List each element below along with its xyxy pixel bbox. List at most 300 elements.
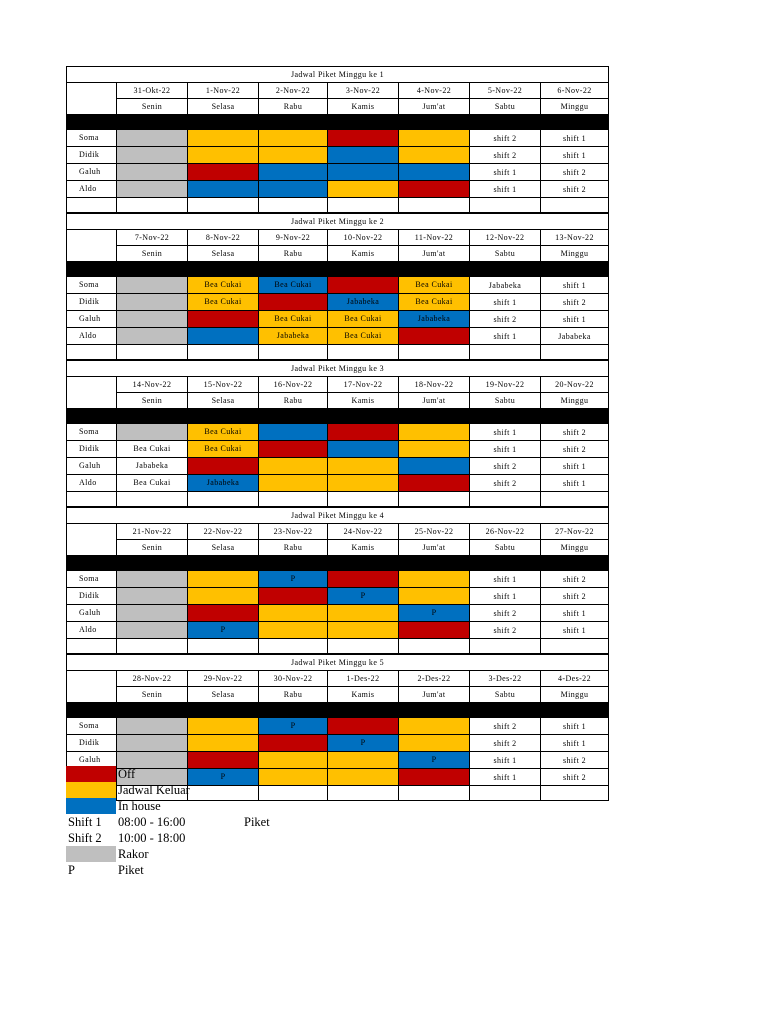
schedule-cell: Bea Cukai	[328, 328, 399, 345]
blank-cell	[259, 198, 328, 213]
table-row	[67, 718, 609, 735]
blank-cell	[117, 492, 188, 507]
blank-cell	[117, 198, 188, 213]
schedule-cell: shift 2	[541, 164, 609, 181]
corner-cell	[67, 524, 117, 556]
schedule-cell: P	[188, 622, 259, 639]
schedule-cell	[328, 181, 399, 198]
date-header: 3-Nov-22	[328, 83, 399, 99]
day-header: Kamis	[328, 687, 399, 703]
day-header: Jum'at	[399, 393, 470, 409]
schedule-cell	[188, 752, 259, 769]
schedule-cell: P	[328, 735, 399, 752]
schedule-cell: shift 1	[470, 752, 541, 769]
blank-cell	[470, 198, 541, 213]
date-header: 14-Nov-22	[117, 377, 188, 393]
date-header: 19-Nov-22	[470, 377, 541, 393]
schedule-cell	[399, 458, 470, 475]
week-title: Jadwal Piket Minggu ke 5	[67, 655, 609, 671]
schedule-cell	[328, 164, 399, 181]
schedule-cell	[188, 605, 259, 622]
date-header: 29-Nov-22	[188, 671, 259, 687]
schedule-cell	[117, 147, 188, 164]
schedule-cell	[117, 311, 188, 328]
schedule-cell	[117, 622, 188, 639]
schedule-cell: shift 1	[541, 311, 609, 328]
schedule-cell	[328, 605, 399, 622]
schedule-cell	[188, 328, 259, 345]
schedule-cell	[259, 441, 328, 458]
schedule-cell	[117, 328, 188, 345]
legend-shift2-key: Shift 2	[68, 831, 102, 845]
schedule-cell: Jababeka	[399, 311, 470, 328]
schedule-cell: shift 1	[541, 475, 609, 492]
day-header: Minggu	[541, 687, 609, 703]
day-header: Sabtu	[470, 393, 541, 409]
blank-cell	[541, 492, 609, 507]
week-title: Jadwal Piket Minggu ke 2	[67, 214, 609, 230]
blank-cell	[541, 198, 609, 213]
schedule-cell	[117, 718, 188, 735]
schedule-cell	[399, 328, 470, 345]
schedule-cell	[117, 588, 188, 605]
schedule-cell: shift 2	[541, 588, 609, 605]
date-header: 23-Nov-22	[259, 524, 328, 540]
schedule-cell	[399, 622, 470, 639]
day-header: Sabtu	[470, 99, 541, 115]
person-name: Aldo	[67, 328, 117, 345]
day-header: Rabu	[259, 99, 328, 115]
schedule-cell: Jababeka	[188, 475, 259, 492]
schedule-cell: shift 1	[541, 147, 609, 164]
person-name: Didik	[67, 588, 117, 605]
schedule-cell: Bea Cukai	[328, 311, 399, 328]
schedule-cell: shift 2	[470, 475, 541, 492]
person-name: Galuh	[67, 752, 117, 769]
person-name: Soma	[67, 571, 117, 588]
schedule-cell	[399, 475, 470, 492]
schedule-cell: shift 1	[470, 571, 541, 588]
schedule-cell	[259, 147, 328, 164]
table-row	[67, 147, 609, 164]
date-header: 5-Nov-22	[470, 83, 541, 99]
legend-shift1-extra: Piket	[244, 815, 270, 829]
table-row	[67, 424, 609, 441]
date-header: 28-Nov-22	[117, 671, 188, 687]
schedule-cell: shift 2	[541, 294, 609, 311]
schedule-cell	[259, 622, 328, 639]
schedule-cell	[328, 458, 399, 475]
schedule-cell: shift 2	[470, 735, 541, 752]
schedule-cell	[328, 622, 399, 639]
person-name: Galuh	[67, 458, 117, 475]
date-header: 15-Nov-22	[188, 377, 259, 393]
schedule-cell: P	[328, 588, 399, 605]
day-header: Minggu	[541, 99, 609, 115]
schedule-cell	[117, 277, 188, 294]
schedule-cell: shift 1	[541, 130, 609, 147]
person-name: Galuh	[67, 311, 117, 328]
blank-cell	[399, 345, 470, 360]
table-row	[67, 735, 609, 752]
blank-cell	[541, 345, 609, 360]
schedule-cell: shift 2	[541, 424, 609, 441]
table-row	[67, 441, 609, 458]
schedule-cell: shift 1	[470, 441, 541, 458]
date-header: 30-Nov-22	[259, 671, 328, 687]
schedule-cell	[188, 571, 259, 588]
blank-cell	[470, 492, 541, 507]
schedule-cell	[259, 130, 328, 147]
schedule-cell	[328, 769, 399, 786]
week-title: Jadwal Piket Minggu ke 3	[67, 361, 609, 377]
schedule-cell	[259, 752, 328, 769]
day-header: Senin	[117, 246, 188, 262]
day-header: Sabtu	[470, 246, 541, 262]
schedule-cell: Jababeka	[117, 458, 188, 475]
schedule-cell: Bea Cukai	[188, 294, 259, 311]
schedule-cell: Jababeka	[259, 328, 328, 345]
date-header: 2-Nov-22	[259, 83, 328, 99]
schedule-cell: Bea Cukai	[188, 277, 259, 294]
day-header: Selasa	[188, 246, 259, 262]
schedule-cell: P	[399, 752, 470, 769]
header-divider	[67, 262, 609, 277]
schedule-cell	[117, 130, 188, 147]
schedule-cell: shift 1	[470, 328, 541, 345]
schedule-cell	[117, 605, 188, 622]
schedule-cell	[117, 164, 188, 181]
date-header: 7-Nov-22	[117, 230, 188, 246]
schedule-cell	[399, 147, 470, 164]
schedule-cell	[328, 147, 399, 164]
legend-inhouse-label: In house	[118, 799, 161, 813]
day-header: Senin	[117, 99, 188, 115]
schedule-cell	[259, 424, 328, 441]
person-name: Aldo	[67, 475, 117, 492]
schedule-cell: shift 2	[470, 458, 541, 475]
day-header: Minggu	[541, 393, 609, 409]
schedule-cell	[328, 130, 399, 147]
person-name: Aldo	[67, 181, 117, 198]
date-header: 20-Nov-22	[541, 377, 609, 393]
schedule-cell: shift 2	[470, 130, 541, 147]
person-name: Soma	[67, 277, 117, 294]
blank-cell	[259, 786, 328, 801]
day-header: Kamis	[328, 99, 399, 115]
date-header: 11-Nov-22	[399, 230, 470, 246]
schedule-cell	[188, 164, 259, 181]
week-title: Jadwal Piket Minggu ke 1	[67, 67, 609, 83]
day-header: Selasa	[188, 540, 259, 556]
person-name: Didik	[67, 147, 117, 164]
day-header: Selasa	[188, 687, 259, 703]
blank-cell	[259, 345, 328, 360]
week-title: Jadwal Piket Minggu ke 4	[67, 508, 609, 524]
blank-cell	[328, 198, 399, 213]
schedule-cell: Bea Cukai	[259, 311, 328, 328]
schedule-cell	[328, 718, 399, 735]
schedule-cell	[259, 769, 328, 786]
table-row	[67, 605, 609, 622]
legend-keluar-label: Jadwal Keluar	[118, 783, 190, 797]
day-header: Kamis	[328, 540, 399, 556]
schedule-cell: P	[188, 769, 259, 786]
schedule-cell: shift 1	[470, 164, 541, 181]
schedule-cell	[259, 294, 328, 311]
schedule-cell	[399, 571, 470, 588]
date-header: 24-Nov-22	[328, 524, 399, 540]
legend-off-swatch	[66, 766, 116, 782]
schedule-cell: shift 2	[541, 769, 609, 786]
day-header: Sabtu	[470, 540, 541, 556]
person-name: Galuh	[67, 164, 117, 181]
week-table	[66, 654, 609, 801]
week-table	[66, 507, 609, 654]
schedule-cell	[399, 769, 470, 786]
schedule-cell	[188, 130, 259, 147]
person-name: Didik	[67, 294, 117, 311]
day-header: Senin	[117, 540, 188, 556]
schedule-cell: P	[259, 718, 328, 735]
day-header: Jum'at	[399, 99, 470, 115]
schedule-cell	[328, 571, 399, 588]
header-divider	[67, 115, 609, 130]
corner-cell	[67, 377, 117, 409]
table-row	[67, 622, 609, 639]
schedule-cell: shift 2	[541, 571, 609, 588]
legend-inhouse-swatch	[66, 798, 116, 814]
date-header: 16-Nov-22	[259, 377, 328, 393]
legend-p-key: P	[68, 863, 75, 877]
date-header: 1-Des-22	[328, 671, 399, 687]
date-header: 10-Nov-22	[328, 230, 399, 246]
person-name: Soma	[67, 424, 117, 441]
date-header: 18-Nov-22	[399, 377, 470, 393]
table-row	[67, 571, 609, 588]
table-row	[67, 588, 609, 605]
schedule-cell: shift 1	[541, 277, 609, 294]
blank-cell	[117, 639, 188, 654]
blank-cell	[470, 345, 541, 360]
blank-cell	[399, 198, 470, 213]
schedule-cell	[117, 571, 188, 588]
day-header: Senin	[117, 687, 188, 703]
schedule-cell	[399, 588, 470, 605]
schedule-cell	[117, 424, 188, 441]
schedule-cell: Bea Cukai	[117, 441, 188, 458]
corner-cell	[67, 83, 117, 115]
blank-cell	[188, 198, 259, 213]
legend-off-label: Off	[118, 767, 136, 781]
person-name: Didik	[67, 441, 117, 458]
date-header: 8-Nov-22	[188, 230, 259, 246]
day-header: Rabu	[259, 540, 328, 556]
schedule-cell: shift 1	[541, 735, 609, 752]
table-row	[67, 130, 609, 147]
date-header: 4-Nov-22	[399, 83, 470, 99]
schedule-cell	[188, 147, 259, 164]
blank-cell	[399, 786, 470, 801]
date-header: 2-Des-22	[399, 671, 470, 687]
date-header: 25-Nov-22	[399, 524, 470, 540]
legend-rakor-swatch	[66, 846, 116, 862]
schedule-cell: shift 2	[470, 605, 541, 622]
schedule-cell	[188, 588, 259, 605]
schedule-cell	[117, 181, 188, 198]
blank-cell	[328, 639, 399, 654]
blank-cell	[328, 786, 399, 801]
blank-cell	[399, 492, 470, 507]
schedule-cell	[399, 718, 470, 735]
schedule-cell: shift 2	[541, 752, 609, 769]
day-header: Minggu	[541, 540, 609, 556]
schedule-cell: shift 1	[541, 622, 609, 639]
blank-cell	[67, 345, 117, 360]
table-row	[67, 164, 609, 181]
schedule-cell	[328, 475, 399, 492]
schedule-cell: Bea Cukai	[117, 475, 188, 492]
schedule-cell: shift 2	[470, 311, 541, 328]
schedule-cell: shift 1	[470, 588, 541, 605]
schedule-cell	[259, 605, 328, 622]
date-header: 6-Nov-22	[541, 83, 609, 99]
date-header: 22-Nov-22	[188, 524, 259, 540]
corner-cell	[67, 671, 117, 703]
blank-cell	[117, 345, 188, 360]
day-header: Jum'at	[399, 687, 470, 703]
day-header: Selasa	[188, 393, 259, 409]
day-header: Rabu	[259, 246, 328, 262]
schedule-cell	[188, 735, 259, 752]
person-name: Aldo	[67, 622, 117, 639]
schedule-cell	[259, 735, 328, 752]
schedule-cell: Jababeka	[470, 277, 541, 294]
schedule-cell: shift 2	[541, 181, 609, 198]
day-header: Jum'at	[399, 540, 470, 556]
schedule-cell: shift 2	[470, 622, 541, 639]
schedule-cell	[117, 735, 188, 752]
schedule-cell: Bea Cukai	[399, 294, 470, 311]
day-header: Rabu	[259, 393, 328, 409]
schedule-cell	[188, 181, 259, 198]
day-header: Sabtu	[470, 687, 541, 703]
schedule-sheet	[66, 66, 608, 801]
schedule-cell	[328, 424, 399, 441]
date-header: 1-Nov-22	[188, 83, 259, 99]
schedule-cell	[259, 164, 328, 181]
blank-cell	[328, 345, 399, 360]
schedule-cell: shift 1	[470, 424, 541, 441]
corner-cell	[67, 230, 117, 262]
blank-cell	[541, 786, 609, 801]
week-table	[66, 66, 609, 213]
person-name: Galuh	[67, 605, 117, 622]
table-row	[67, 277, 609, 294]
week-table	[66, 360, 609, 507]
date-header: 21-Nov-22	[117, 524, 188, 540]
blank-cell	[328, 492, 399, 507]
blank-cell	[470, 786, 541, 801]
schedule-cell: shift 1	[541, 458, 609, 475]
schedule-cell	[188, 311, 259, 328]
date-header: 27-Nov-22	[541, 524, 609, 540]
table-row	[67, 752, 609, 769]
schedule-cell	[399, 424, 470, 441]
schedule-cell	[399, 130, 470, 147]
blank-cell	[541, 639, 609, 654]
day-header: Rabu	[259, 687, 328, 703]
blank-cell	[188, 786, 259, 801]
schedule-cell: Bea Cukai	[399, 277, 470, 294]
date-header: 13-Nov-22	[541, 230, 609, 246]
blank-cell	[259, 492, 328, 507]
blank-cell	[188, 345, 259, 360]
schedule-cell	[259, 458, 328, 475]
schedule-cell	[259, 588, 328, 605]
legend-rakor-label: Rakor	[118, 847, 149, 861]
day-header: Jum'at	[399, 246, 470, 262]
schedule-cell	[328, 752, 399, 769]
table-row	[67, 328, 609, 345]
schedule-cell	[399, 181, 470, 198]
schedule-cell: shift 1	[470, 769, 541, 786]
day-header: Kamis	[328, 246, 399, 262]
header-divider	[67, 556, 609, 571]
header-divider	[67, 703, 609, 718]
day-header: Selasa	[188, 99, 259, 115]
date-header: 17-Nov-22	[328, 377, 399, 393]
schedule-cell: shift 2	[470, 718, 541, 735]
day-header: Kamis	[328, 393, 399, 409]
schedule-cell: shift 1	[470, 294, 541, 311]
schedule-cell: shift 1	[470, 181, 541, 198]
blank-cell	[259, 639, 328, 654]
schedule-cell	[399, 735, 470, 752]
date-header: 3-Des-22	[470, 671, 541, 687]
schedule-cell	[328, 441, 399, 458]
schedule-cell	[188, 458, 259, 475]
blank-cell	[67, 639, 117, 654]
blank-cell	[470, 639, 541, 654]
schedule-cell: shift 1	[541, 605, 609, 622]
schedule-cell	[399, 164, 470, 181]
table-row	[67, 311, 609, 328]
schedule-cell: Jababeka	[541, 328, 609, 345]
schedule-cell: Bea Cukai	[188, 441, 259, 458]
legend-shift2-time: 10:00 - 18:00	[118, 831, 186, 845]
schedule-cell	[259, 181, 328, 198]
blank-cell	[399, 639, 470, 654]
date-header: 12-Nov-22	[470, 230, 541, 246]
schedule-cell	[328, 277, 399, 294]
schedule-cell	[188, 718, 259, 735]
schedule-cell: Jababeka	[328, 294, 399, 311]
date-header: 26-Nov-22	[470, 524, 541, 540]
legend-p-label: Piket	[118, 863, 144, 877]
person-name: Didik	[67, 735, 117, 752]
schedule-cell: Bea Cukai	[259, 277, 328, 294]
schedule-cell: shift 2	[470, 147, 541, 164]
day-header: Senin	[117, 393, 188, 409]
date-header: 9-Nov-22	[259, 230, 328, 246]
legend-keluar-swatch	[66, 782, 116, 798]
blank-cell	[188, 492, 259, 507]
table-row	[67, 475, 609, 492]
table-row	[67, 458, 609, 475]
week-table	[66, 213, 609, 360]
schedule-cell	[117, 294, 188, 311]
